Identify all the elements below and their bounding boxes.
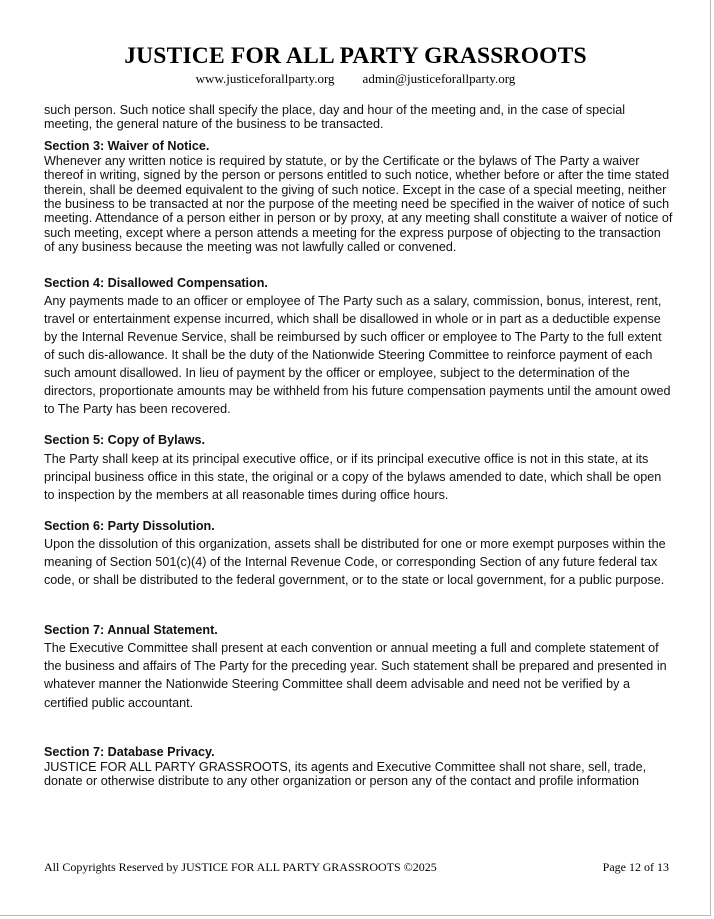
section-party-dissolution — [44, 517, 674, 589]
section-copy-of-bylaws — [44, 431, 674, 503]
continuation-paragraph: such person. Such notice shall specify the place, day and hour of the meeting and, in the case of special meeting, the general nature of the business to be transacted. — [44, 103, 626, 132]
organization-title: JUSTICE FOR ALL PARTY GRASSROOTS — [124, 43, 587, 69]
section-heading: Section 7: Annual Statement. — [44, 623, 218, 638]
document-header — [0, 42, 711, 87]
section-paragraph: JUSTICE FOR ALL PARTY GRASSROOTS, its agents and Executive Committee shall not share, sell, trade, donate or otherwise distribute to any other organization or person any of the contact and profile information — [44, 759, 647, 789]
section-heading: Section 6: Party Dissolution. — [44, 518, 215, 533]
email-link[interactable]: admin@justiceforallparty.org — [362, 71, 516, 86]
contact-line — [0, 71, 711, 87]
page-number: Page 12 of 13 — [602, 860, 669, 874]
section-heading: Section 3: Waiver of Notice. — [44, 138, 210, 153]
section-database-privacy — [44, 745, 674, 789]
section-annual-statement — [44, 621, 674, 711]
section-heading: Section 7: Database Privacy. — [44, 744, 215, 759]
section-waiver-of-notice — [44, 139, 674, 255]
section-paragraph: Upon the dissolution of this organization, assets shall be distributed for one or more exempt purposes within the meaning of Section 501(c)(4) of the Internal Revenue Code, or corresponding Section of any future federal tax code, or shall be distributed to the federal government, or to the state or local government, for a public purpose. — [44, 536, 666, 588]
section-paragraph: Whenever any written notice is required by statute, or by the Certificate or the bylaws of The Party a waiver thereof in writing, signed by the person or persons entitled to such notice, whether before or after the time stated therein, shall be deemed equivalent to the giving of such notice. Except in the case of a special meeting, neither the business to be transacted at nor the purpose of the meeting need be specified in the waiver of notice of such meeting. Attendance of a person either in person or by proxy, at any meeting shall constitute a waiver of notice of such meeting, except where a person attends a meeting for the express purpose of objecting to the transaction of any business because the meeting was not lawfully called or convened. — [44, 153, 673, 255]
section-heading: Section 5: Copy of Bylaws. — [44, 433, 205, 448]
copyright-notice: All Copyrights Reserved by JUSTICE FOR ALL PARTY GRASSROOTS ©2025 — [44, 860, 437, 874]
section-heading: Section 4: Disallowed Compensation. — [44, 275, 268, 290]
section-paragraph: The Party shall keep at its principal executive office, or if its principal executive office is not in this state, at its principal business office in this state, the original or a copy of the bylaws amended to date, which shall be open to inspection by the members at all reasonable times during office hours. — [44, 451, 662, 502]
document-footer — [44, 860, 669, 875]
section-disallowed-compensation — [44, 274, 674, 419]
section-paragraph: The Executive Committee shall present at each convention or annual meeting a full and complete statement of the business and affairs of The Party for the preceding year. Such statement shall be prepared and presented in whatever manner the Nationwide Steering Committee shall deem advisable and need not be verified by a certified public accountant. — [44, 641, 667, 710]
website-link[interactable]: www.justiceforallparty.org — [195, 71, 335, 86]
section-paragraph: Any payments made to an officer or employee of The Party such as a salary, commission, bonus, interest, rent, travel or entertainment expense incurred, which shall be disallowed in whole or in part as a deductible expense by the Internal Revenue Service, shall be reimbursed by such officer or employee to The Party to the full extent of such dis-allowance. It shall be the duty of the Nationwide Steering Committee to reinforce payment of each such amount disallowed. In lieu of payment by the officer or employee, subject to the determination of the directors, proportionate amounts may be withheld from his future compensation payments until the amount owed to The Party has been recovered. — [44, 293, 671, 417]
document-body — [44, 103, 674, 788]
